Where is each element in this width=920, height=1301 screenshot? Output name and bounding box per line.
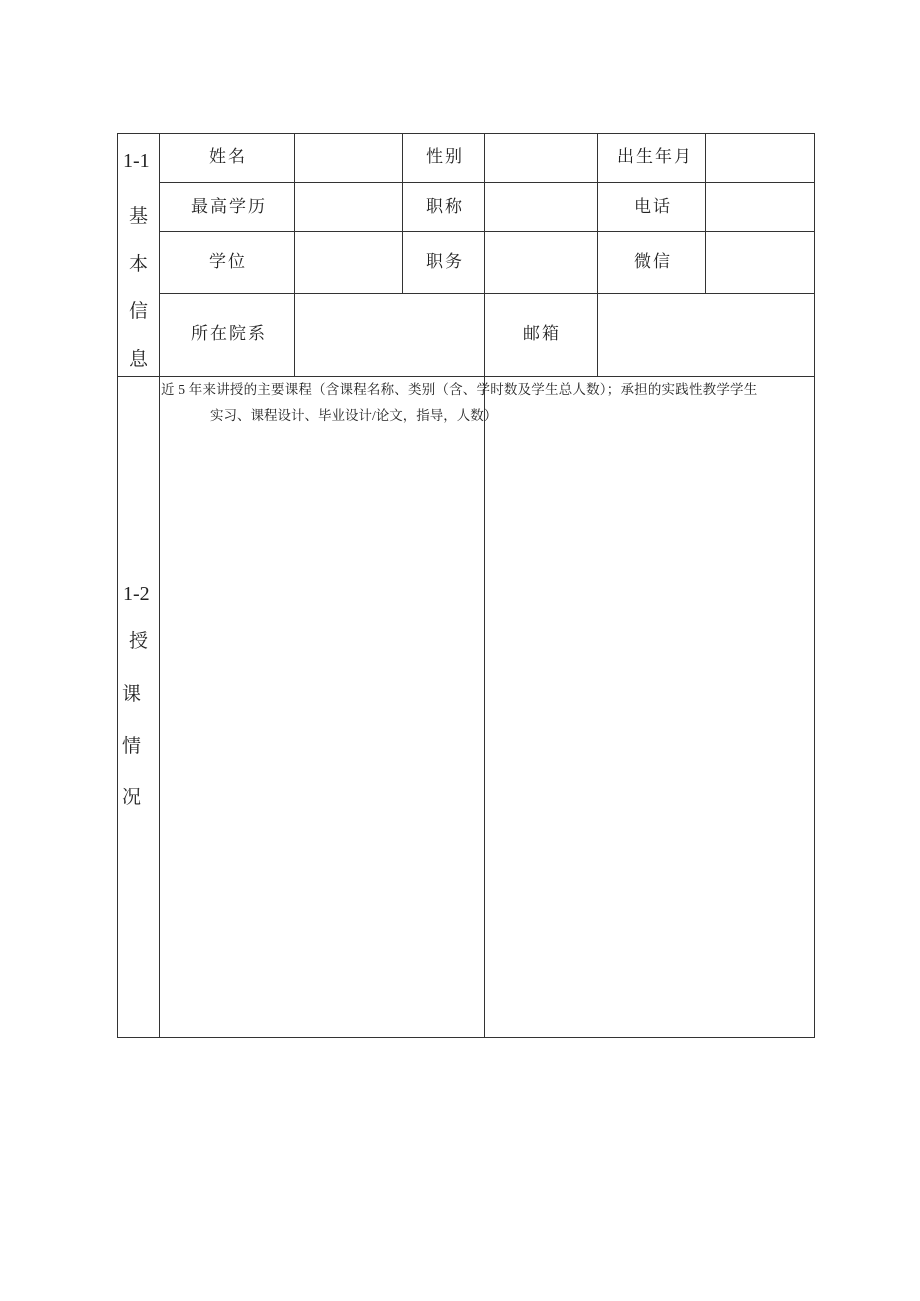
col-divider-a [294, 133, 295, 377]
section2-title-char-4: 况 [122, 786, 142, 808]
label-degree: 学位 [209, 252, 247, 272]
col-divider-d [597, 133, 598, 377]
label-department: 所在院系 [191, 324, 267, 344]
value-phone[interactable] [707, 184, 812, 230]
section2-description-line2: 实习、课程设计、毕业设计/论文，指导，人数） [210, 408, 498, 423]
label-phone: 电话 [634, 197, 672, 217]
col-divider-e [705, 133, 706, 294]
value-degree[interactable] [296, 233, 400, 292]
section2-title-char-3: 情 [122, 735, 142, 757]
value-wechat[interactable] [707, 233, 812, 292]
section1-title-char-1: 基 [129, 205, 149, 227]
side-column-divider [159, 133, 160, 1038]
row-divider-3 [159, 293, 815, 294]
label-gender: 性别 [426, 147, 464, 167]
col-divider-b [402, 133, 403, 294]
section2-middle-divider [484, 376, 485, 1038]
table-border-left [117, 133, 118, 1038]
value-name[interactable] [296, 135, 400, 181]
section1-title-char-3: 信 [129, 300, 149, 322]
label-birth: 出生年月 [617, 147, 693, 167]
section1-number: 1-1 [123, 150, 150, 172]
row-divider-1 [159, 182, 815, 183]
value-education[interactable] [296, 184, 400, 230]
label-title: 职称 [426, 197, 464, 217]
value-birth[interactable] [707, 135, 812, 181]
section2-description-line1: 近 5 年来讲授的主要课程（含课程名称、类别（含、学时数及学生总人数）；承担的实践性教学学生 [161, 382, 758, 397]
value-gender[interactable] [486, 135, 595, 181]
table-border-bottom [117, 1037, 815, 1038]
label-position: 职务 [426, 252, 464, 272]
section1-title-char-4: 息 [129, 348, 149, 370]
value-title[interactable] [486, 184, 595, 230]
section1-title-char-2: 本 [129, 253, 149, 275]
section2-number: 1-2 [123, 583, 150, 605]
value-email[interactable] [599, 295, 812, 375]
table-border-top [117, 133, 815, 134]
value-position[interactable] [486, 233, 595, 292]
col-divider-email [484, 293, 485, 377]
label-wechat: 微信 [634, 252, 672, 272]
label-email: 邮箱 [523, 324, 561, 344]
section2-title-char-2: 课 [122, 683, 142, 705]
table-border-right [814, 133, 815, 1038]
label-name: 姓名 [209, 147, 247, 167]
section-divider [117, 376, 815, 377]
label-education: 最高学历 [191, 197, 267, 217]
row-divider-2 [159, 231, 815, 232]
value-department[interactable] [296, 295, 482, 375]
section2-title-char-1: 授 [129, 630, 149, 652]
col-divider-c [484, 133, 485, 294]
